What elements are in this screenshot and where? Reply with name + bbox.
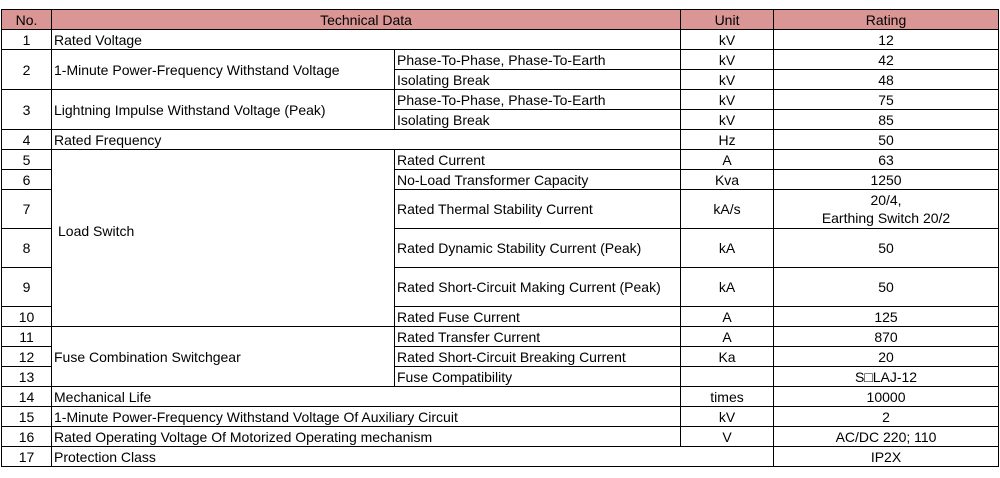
rating-line-1: 20/4, [870, 192, 902, 208]
table-row [2, 130, 999, 150]
table-row [2, 447, 999, 467]
row-rating: 125 [774, 307, 999, 327]
row-rating: 50 [774, 229, 999, 268]
row-sub-label: Rated Short-Circuit Making Current (Peak) [395, 268, 681, 307]
row-unit: kA [681, 229, 774, 268]
row-rating [774, 190, 999, 229]
table-row [2, 427, 999, 447]
table-row [2, 407, 999, 427]
row-sub-label: Rated Short-Circuit Breaking Current [395, 347, 681, 367]
row-no: 7 [2, 190, 52, 229]
row-rating: 50 [774, 268, 999, 307]
row-rating: IP2X [774, 447, 999, 467]
row-no: 11 [2, 327, 52, 347]
row-rating: 75 [774, 90, 999, 110]
row-rating: 50 [774, 130, 999, 150]
row-unit: kA/s [681, 190, 774, 229]
table-row [2, 150, 999, 170]
row-rating: 42 [774, 50, 999, 70]
rating-line-2: Earthing Switch 20/2 [821, 210, 951, 226]
row-rating: 870 [774, 327, 999, 347]
row-rating: 2 [774, 407, 999, 427]
row-no: 6 [2, 170, 52, 190]
row-unit: times [681, 387, 774, 407]
row-item: Rated Voltage [52, 30, 681, 50]
group-label-load-switch: Load Switch [52, 150, 395, 327]
row-item: Rated Frequency [52, 130, 681, 150]
row-no: 1 [2, 30, 52, 50]
row-sub-label: Fuse Compatibility [395, 367, 681, 387]
row-sub-label: Rated Thermal Stability Current [395, 190, 681, 229]
row-no: 14 [2, 387, 52, 407]
row-item: Lightning Impulse Withstand Voltage (Peak) [52, 90, 395, 130]
row-rating: 20 [774, 347, 999, 367]
row-no: 3 [2, 90, 52, 130]
row-no: 17 [2, 447, 52, 467]
row-sub-label: Isolating Break [395, 110, 681, 130]
row-unit: Ka [681, 347, 774, 367]
row-no: 4 [2, 130, 52, 150]
row-unit: Hz [681, 130, 774, 150]
row-rating: 85 [774, 110, 999, 130]
row-sub-label: No-Load Transformer Capacity [395, 170, 681, 190]
table-header-row [2, 10, 999, 30]
table-row [2, 50, 999, 70]
group-label-fuse-combination: Fuse Combination Switchgear [52, 327, 395, 387]
row-sub-label: Phase-To-Phase, Phase-To-Earth [395, 50, 681, 70]
row-rating: 12 [774, 30, 999, 50]
row-sub-label: Rated Current [395, 150, 681, 170]
row-unit: A [681, 307, 774, 327]
row-item: 1-Minute Power-Frequency Withstand Voltage [52, 50, 395, 90]
row-rating: S□LAJ-12 [774, 367, 999, 387]
row-rating: 10000 [774, 387, 999, 407]
row-sub-label: Rated Transfer Current [395, 327, 681, 347]
table-row [2, 30, 999, 50]
row-item: 1-Minute Power-Frequency Withstand Voltage Of Auxiliary Circuit [52, 407, 681, 427]
row-no: 13 [2, 367, 52, 387]
row-sub-label: Isolating Break [395, 70, 681, 90]
row-sub-label: Phase-To-Phase, Phase-To-Earth [395, 90, 681, 110]
row-unit [681, 367, 774, 387]
row-unit: A [681, 327, 774, 347]
row-no: 9 [2, 268, 52, 307]
row-rating: 48 [774, 70, 999, 90]
row-unit: V [681, 427, 774, 447]
row-rating: AC/DC 220; 110 [774, 427, 999, 447]
header-no: No. [2, 10, 52, 30]
technical-data-table [1, 9, 999, 467]
table-row [2, 327, 999, 347]
row-no: 12 [2, 347, 52, 367]
row-unit: kV [681, 407, 774, 427]
row-item: Rated Operating Voltage Of Motorized Operating mechanism [52, 427, 681, 447]
row-unit: kV [681, 50, 774, 70]
table-row [2, 387, 999, 407]
row-item: Protection Class [52, 447, 774, 467]
header-technical-data: Technical Data [52, 10, 681, 30]
row-unit: kV [681, 70, 774, 90]
row-unit: kV [681, 90, 774, 110]
row-rating: 1250 [774, 170, 999, 190]
header-rating: Rating [774, 10, 999, 30]
row-no: 10 [2, 307, 52, 327]
row-no: 16 [2, 427, 52, 447]
row-no: 2 [2, 50, 52, 90]
header-unit: Unit [681, 10, 774, 30]
row-unit: kA [681, 268, 774, 307]
row-item: Mechanical Life [52, 387, 681, 407]
row-unit: Kva [681, 170, 774, 190]
row-no: 15 [2, 407, 52, 427]
row-no: 5 [2, 150, 52, 170]
table-row [2, 90, 999, 110]
row-unit: kV [681, 30, 774, 50]
row-no: 8 [2, 229, 52, 268]
row-sub-label: Rated Dynamic Stability Current (Peak) [395, 229, 681, 268]
row-sub-label: Rated Fuse Current [395, 307, 681, 327]
row-rating: 63 [774, 150, 999, 170]
row-unit: A [681, 150, 774, 170]
row-unit: kV [681, 110, 774, 130]
